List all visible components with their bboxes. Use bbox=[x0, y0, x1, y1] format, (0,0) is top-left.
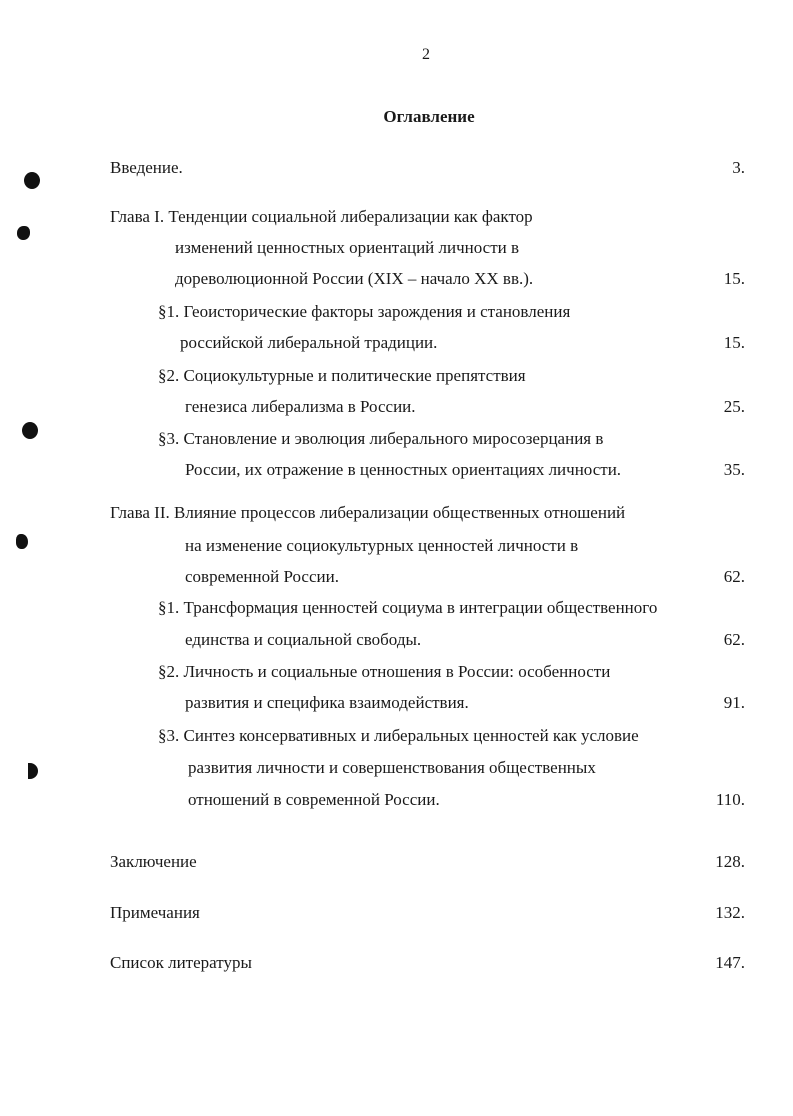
toc-page-section-2-3: 110. bbox=[715, 790, 745, 809]
toc-section-2-3-line-2: развития личности и совершенствования общественных bbox=[188, 758, 596, 777]
toc-section-2-2-line-1: §2. Личность и социальные отношения в России: особенности bbox=[158, 662, 611, 681]
punch-hole-mark bbox=[17, 226, 30, 240]
toc-section-1-3-line-1: §3. Становление и эволюция либерального миросозерцания в bbox=[158, 429, 604, 448]
toc-section-1-2-line-1: §2. Социокультурные и политические препятствия bbox=[158, 366, 526, 385]
toc-chapter-2-line-2: на изменение социокультурных ценностей личности в bbox=[185, 536, 579, 555]
toc-chapter-2-line-1: Глава II. Влияние процессов либерализации общественных отношений bbox=[110, 503, 626, 522]
toc-section-2-1-line-1: §1. Трансформация ценностей социума в интеграции общественного bbox=[158, 598, 658, 617]
toc-page-chapter-1: 15. bbox=[723, 269, 745, 288]
toc-entry-conclusion: Заключение bbox=[110, 852, 197, 871]
toc-entry-notes: Примечания bbox=[110, 903, 200, 922]
toc-page-section-1-1: 15. bbox=[723, 333, 745, 352]
toc-section-2-2-line-2: развития и специфика взаимодействия. bbox=[185, 693, 469, 712]
page-number: 2 bbox=[422, 46, 430, 63]
toc-page-conclusion: 128. bbox=[715, 852, 745, 871]
toc-chapter-1-line-1: Глава I. Тенденции социальной либерализации как фактор bbox=[110, 207, 533, 226]
toc-page-section-1-2: 25. bbox=[723, 397, 745, 416]
toc-chapter-1-line-2: изменений ценностных ориентаций личности в bbox=[175, 238, 520, 257]
toc-entry-bibliography: Список литературы bbox=[110, 953, 252, 972]
toc-entry-intro: Введение. bbox=[110, 158, 183, 177]
toc-chapter-2-line-3: современной России. bbox=[185, 567, 339, 586]
toc-page-section-2-2: 91. bbox=[723, 693, 745, 712]
toc-page-bibliography: 147. bbox=[715, 953, 745, 972]
toc-page-section-2-1: 62. bbox=[723, 630, 745, 649]
toc-section-1-2-line-2: генезиса либерализма в России. bbox=[185, 397, 416, 416]
toc-page-intro: 3. bbox=[732, 158, 745, 177]
toc-title: Оглавление bbox=[383, 107, 475, 126]
punch-hole-mark bbox=[16, 534, 28, 549]
toc-page-section-1-3: 35. bbox=[723, 460, 745, 479]
toc-chapter-1-line-3: дореволюционной России (XIX – начало XX вв.). bbox=[175, 269, 534, 288]
toc-section-2-1-line-2: единства и социальной свободы. bbox=[185, 630, 422, 649]
toc-section-1-3-line-2: России, их отражение в ценностных ориентациях личности. bbox=[185, 460, 622, 479]
toc-section-2-3-line-1: §3. Синтез консервативных и либеральных ценностей как условие bbox=[158, 726, 639, 745]
toc-page-chapter-2: 62. bbox=[723, 567, 745, 586]
toc-page-notes: 132. bbox=[715, 903, 745, 922]
punch-hole-mark bbox=[28, 763, 38, 779]
punch-hole-mark bbox=[22, 422, 38, 439]
toc-section-1-1-line-1: §1. Геоисторические факторы зарождения и становления bbox=[158, 302, 571, 321]
toc-section-2-3-line-3: отношений в современной России. bbox=[188, 790, 440, 809]
toc-section-1-1-line-2: российской либеральной традиции. bbox=[180, 333, 438, 352]
punch-hole-mark bbox=[24, 172, 40, 189]
